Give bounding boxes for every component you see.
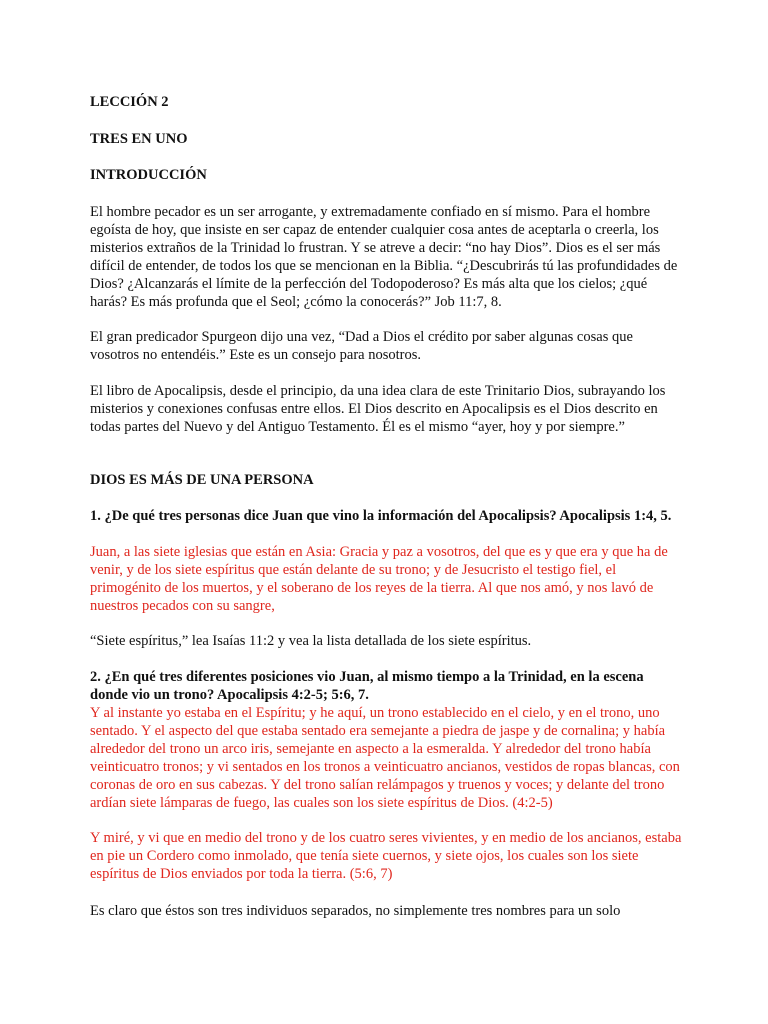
- answer-1: Juan, a las siete iglesias que están en Asia: Gracia y paz a vosotros, del que es y que era y que ha de venir, y de los siete espíritus que están delante de su trono; y de Jesucristo el testigo fiel, el primogénito de los muertos, y el soberano de los reyes de la tierra. Al que nos amó, y nos lavó de nuestros pecados con su sangre,: [90, 544, 668, 614]
- lesson-number: LECCIÓN 2: [90, 94, 169, 110]
- lesson-title: TRES EN UNO: [90, 131, 188, 147]
- intro-paragraph-2: El gran predicador Spurgeon dijo una vez, “Dad a Dios el crédito por saber algunas cosas que vosotros no entendéis.” Este es un consejo para nosotros.: [90, 329, 633, 363]
- question-1: 1. ¿De qué tres personas dice Juan que vino la información del Apocalipsis? Apocalipsis 1:4, 5.: [90, 508, 672, 524]
- answer-2-part-a: Y al instante yo estaba en el Espíritu; y he aquí, un trono establecido en el cielo, y en el trono, uno sentado. Y el aspecto del que estaba sentado era semejante a piedra de jaspe y de cornalina; y había alrededor del trono un arco iris, semejante en aspecto a la esmeralda. Y alrededor del trono había veinticuatro tronos; y vi sentados en los tronos a veinticuatro ancianos, vestidos de ropas blancas, con coronas de oro en sus cabezas. Y del trono salían relámpagos y truenos y voces; y delante del trono ardían siete lámparas de fuego, las cuales son los siete espíritus de Dios. (4:2-5): [90, 705, 680, 811]
- answer-2-part-b: Y miré, y vi que en medio del trono y de los cuatro seres vivientes, y en medio de los ancianos, estaba en pie un Cordero como inmolado, que tenía siete cuernos, y siete ojos, los cuales son los siete espíritus de Dios enviados por toda la tierra. (5:6, 7): [90, 830, 682, 882]
- note-1: “Siete espíritus,” lea Isaías 11:2 y vea la lista detallada de los siete espíritus.: [90, 633, 532, 649]
- question-2: 2. ¿En qué tres diferentes posiciones vio Juan, al mismo tiempo a la Trinidad, en la escena donde vio un trono? Apocalipsis 4:2-5; 5:6, 7.: [90, 669, 644, 703]
- closing-paragraph: Es claro que éstos son tres individuos separados, no simplemente tres nombres para un solo: [90, 903, 621, 919]
- intro-heading: INTRODUCCIÓN: [90, 167, 207, 183]
- section-heading: DIOS ES MÁS DE UNA PERSONA: [90, 472, 314, 488]
- intro-paragraph-1: El hombre pecador es un ser arrogante, y extremadamente confiado en sí mismo. Para el hombre egoísta de hoy, que insiste en ser capaz de entender cualquier cosa antes de aceptarla o creerla, los misterios extraños de la Trinidad lo frustran. Y se atreve a decir: “no hay Dios”. Dios es el ser más difícil de entender, de todos los que se mencionan en la Biblia. “¿Descubrirás tú las profundidades de Dios? ¿Alcanzarás el límite de la perfección del Todopoderoso? Es más alta que los cielos; ¿qué harás? Es más profunda que el Seol; ¿cómo la conocerás?” Job 11:7, 8.: [90, 204, 678, 310]
- intro-paragraph-3: El libro de Apocalipsis, desde el principio, da una idea clara de este Trinitario Dios, subrayando los misterios y conexiones confusas entre ellos. El Dios descrito en Apocalipsis es el Dios descrito en todas partes del Nuevo y del Antiguo Testamento. Él es el mismo “ayer, hoy y por siempre.”: [90, 383, 666, 435]
